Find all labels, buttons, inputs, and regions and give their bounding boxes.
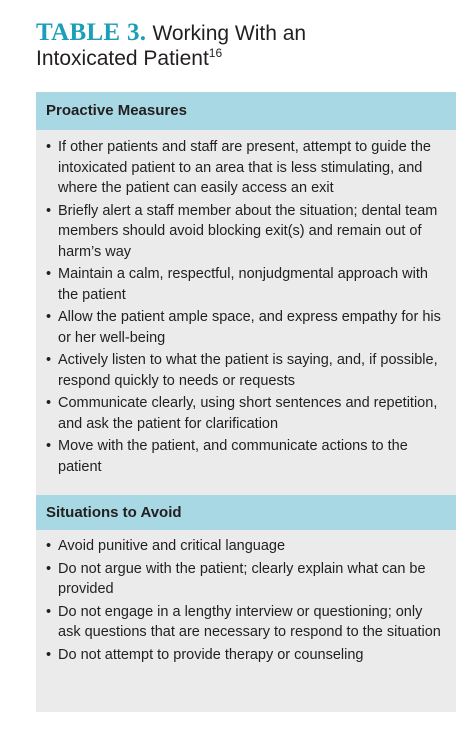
list-item bbox=[46, 201, 446, 263]
list-item-text: Briefly alert a staff member about the situation; dental team members should avoid blocking exit(s) and remain out of harm’s way bbox=[58, 202, 438, 260]
bullet-icon: • bbox=[46, 438, 52, 454]
bullet-icon: • bbox=[46, 395, 52, 411]
table-panel bbox=[36, 92, 456, 712]
list-item-text: Communicate clearly, using short sentences and repetition, and ask the patient for clarification bbox=[58, 395, 438, 432]
list-item bbox=[46, 645, 446, 666]
list-item-text: Maintain a calm, respectful, nonjudgmental approach with the patient bbox=[58, 266, 428, 303]
title-line-2 bbox=[36, 47, 456, 71]
bullet-icon: • bbox=[46, 139, 52, 155]
list-item-text: Do not attempt to provide therapy or counseling bbox=[58, 646, 364, 663]
list-item-text: Avoid punitive and critical language bbox=[58, 538, 286, 554]
list-item bbox=[46, 137, 446, 199]
list-item-text: Move with the patient, and communicate actions to the patient bbox=[58, 438, 408, 475]
bullet-icon: • bbox=[46, 266, 52, 282]
bullet-icon: • bbox=[46, 309, 52, 325]
section-header-situations-to-avoid: Situations to Avoid bbox=[36, 495, 456, 530]
section-header-proactive-measures: Proactive Measures bbox=[36, 92, 456, 130]
bullet-icon: • bbox=[46, 538, 52, 554]
bullet-icon: • bbox=[46, 202, 52, 219]
list-item bbox=[46, 393, 446, 434]
list-item-text: Allow the patient ample space, and express empathy for his or her well-being bbox=[58, 309, 441, 346]
list-item-text: If other patients and staff are present, attempt to guide the intoxicated patient to an area that is less stimulating, and where the patient can easily access an exit bbox=[58, 139, 431, 196]
list-item bbox=[46, 602, 446, 643]
table-title bbox=[36, 20, 456, 71]
list-item-text: Do not argue with the patient; clearly explain what can be provided bbox=[58, 560, 426, 597]
bullet-icon: • bbox=[46, 560, 52, 577]
list-item bbox=[46, 559, 446, 600]
bullet-icon: • bbox=[46, 603, 52, 620]
list-item bbox=[46, 536, 446, 557]
list-item-text: Actively listen to what the patient is saying, and, if possible, respond quickly to needs or requests bbox=[58, 352, 438, 389]
list-item bbox=[46, 350, 446, 391]
reference-superscript: 16 bbox=[208, 46, 223, 60]
title-text-line-1: Working With an bbox=[152, 22, 307, 45]
bullet-icon: • bbox=[46, 646, 52, 663]
list-item-text: Do not engage in a lengthy interview or questioning; only ask questions that are necessary to respond to the situation bbox=[58, 603, 441, 640]
list-item bbox=[46, 307, 446, 348]
title-line-1 bbox=[36, 20, 456, 47]
list-item bbox=[46, 264, 446, 305]
table-number-label: TABLE 3. bbox=[36, 19, 147, 46]
list-item bbox=[46, 436, 446, 477]
proactive-measures-list bbox=[36, 130, 456, 495]
bullet-icon: • bbox=[46, 352, 52, 368]
title-text-line-2: Intoxicated Patient bbox=[36, 47, 209, 70]
situations-to-avoid-list bbox=[36, 530, 456, 675]
